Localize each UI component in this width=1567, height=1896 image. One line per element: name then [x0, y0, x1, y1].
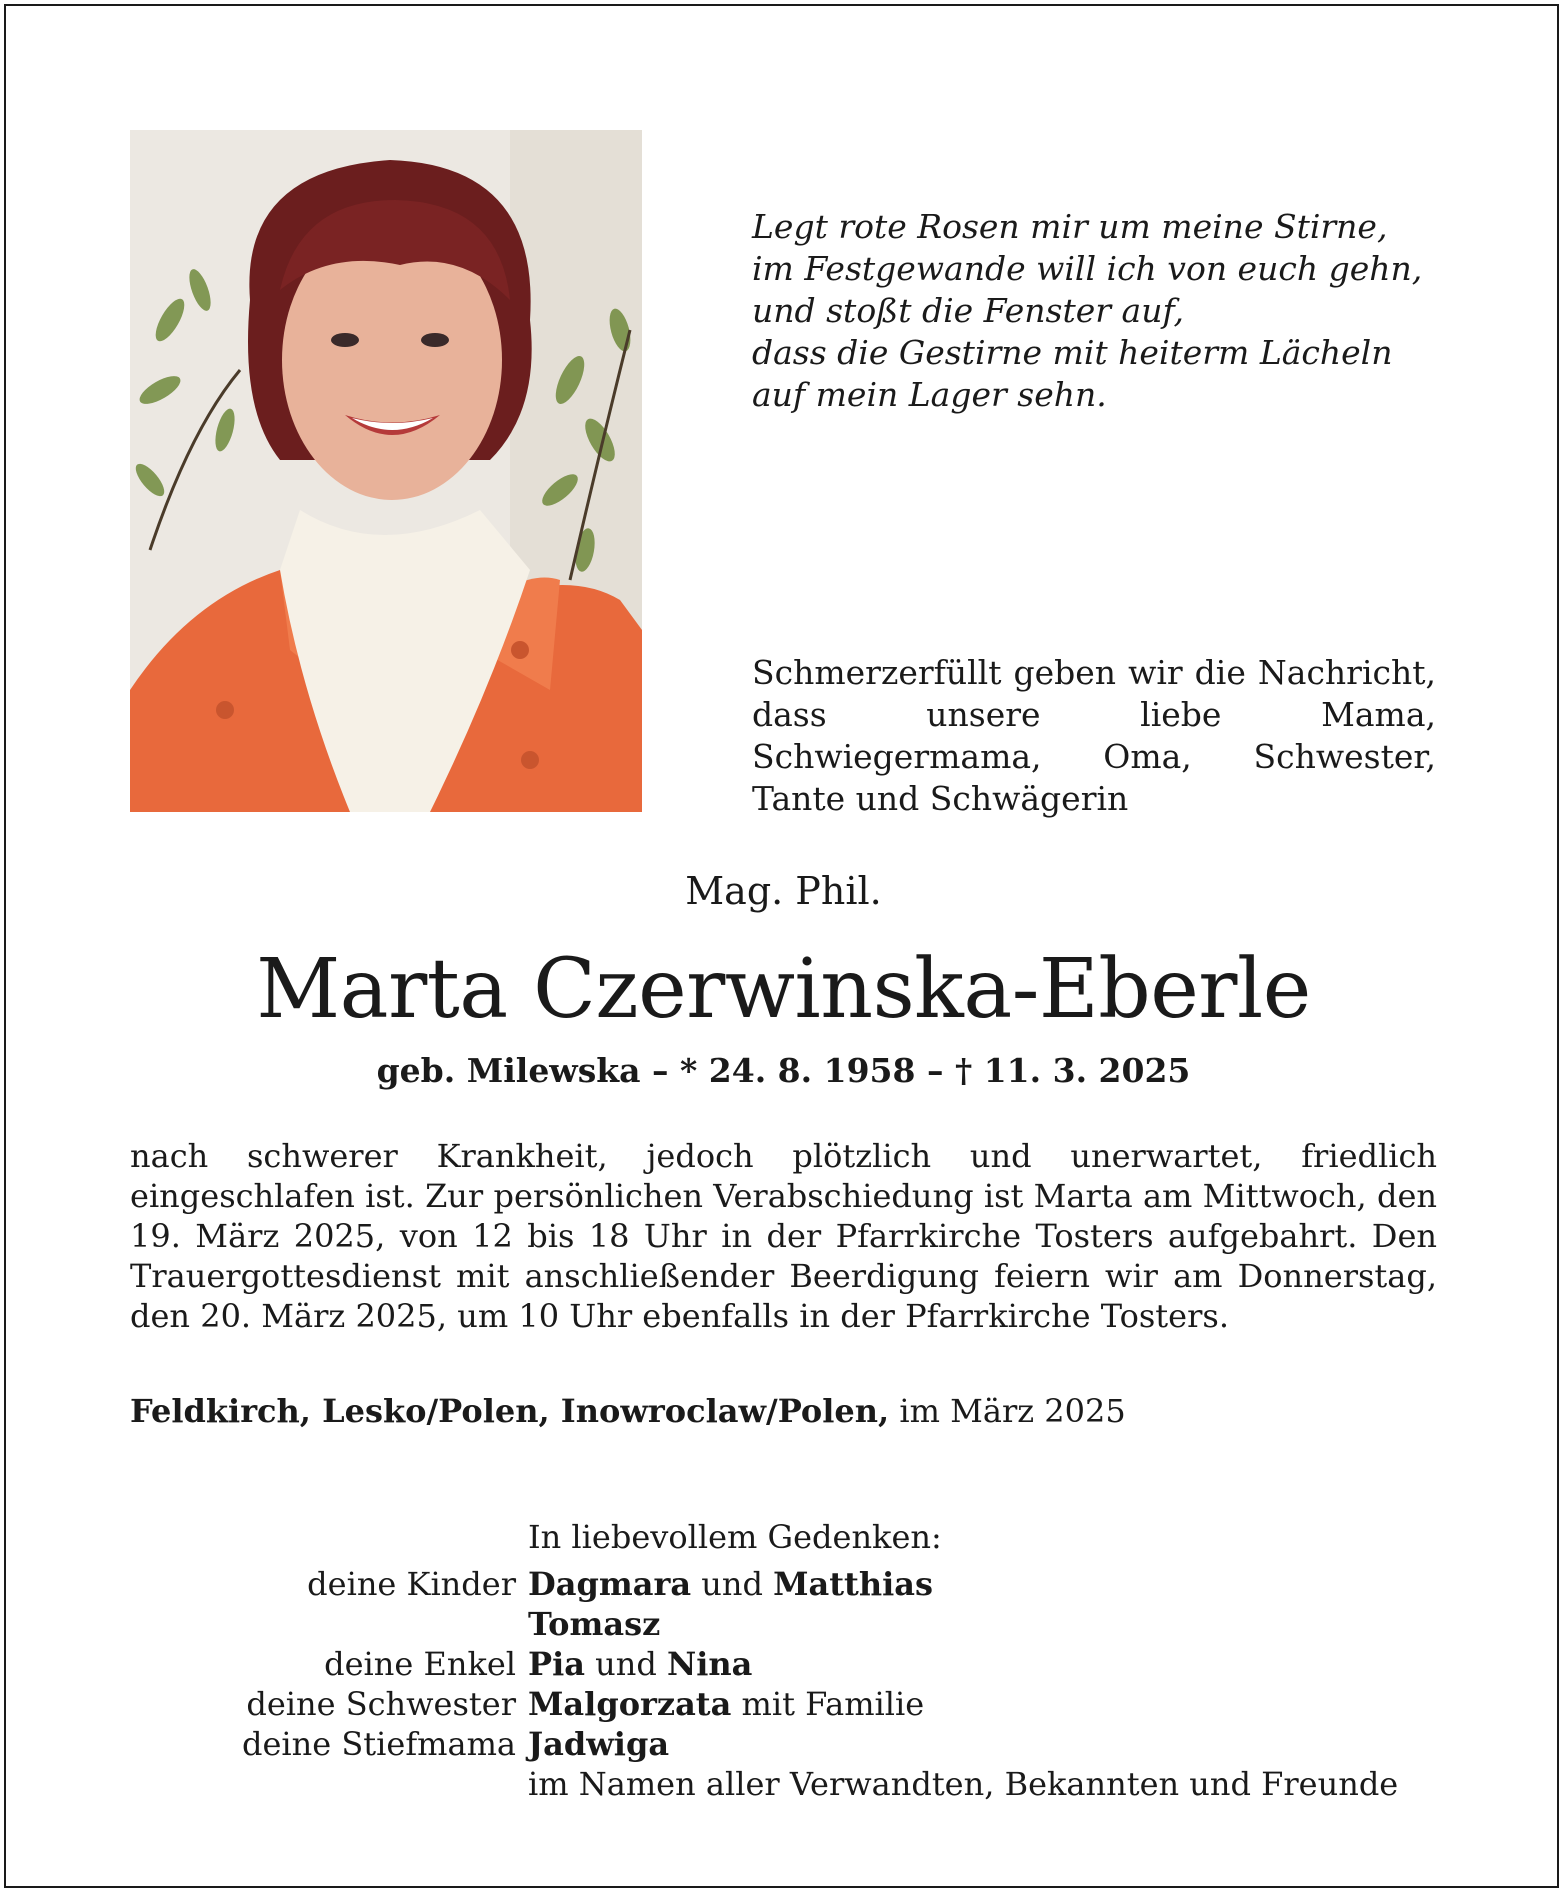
family-name: Nina [667, 1645, 753, 1683]
poem-line: auf mein Lager sehn. [752, 375, 1107, 414]
family-role: deine Kinder [307, 1565, 516, 1603]
life-dates [0, 1048, 1567, 1094]
family-names [528, 1724, 669, 1764]
family-row-stepmother [130, 1724, 1460, 1764]
deceased-name: Marta Czerwinska-Eberle [256, 942, 1311, 1037]
portrait-photo-icon [130, 130, 642, 812]
family-names [528, 1564, 933, 1604]
family-row-closing [130, 1764, 1460, 1804]
family-role: deine Enkel [324, 1645, 516, 1683]
poem-line: dass die Gestirne mit heiterm Lächeln [752, 333, 1393, 372]
family-name: Malgorzata [528, 1685, 732, 1723]
poem-line: im Festgewande will ich von euch gehn, [752, 249, 1423, 288]
family-joiner: und [701, 1565, 763, 1603]
family-role-empty [130, 1764, 528, 1804]
family-row-sister [130, 1684, 1460, 1724]
places-date: im März 2025 [899, 1392, 1126, 1430]
portrait-photo [130, 130, 642, 812]
poem [752, 206, 1472, 416]
family-role: deine Stiefmama [241, 1725, 516, 1763]
family-row-children-2 [130, 1604, 1460, 1644]
announcement-intro: Schmerzerfüllt geben wir die Nachricht, dass unsere liebe Mama, Schwiegermama, Oma, Schwester, Tante und Schwägerin [752, 653, 1436, 818]
poem-line: und stoßt die Fenster auf, [752, 291, 1184, 330]
family-closing: im Namen aller Verwandten, Bekannten und Freunde [528, 1765, 1399, 1803]
family-row-grandchildren [130, 1644, 1460, 1684]
family-names [528, 1644, 752, 1684]
family-name: Tomasz [528, 1605, 661, 1643]
places-locations: Feldkirch, Lesko/Polen, Inowroclaw/Polen, [130, 1392, 890, 1430]
places-line [130, 1390, 1437, 1432]
family-list [130, 1564, 1460, 1804]
family-name: Matthias [773, 1565, 933, 1603]
death-date: – † 11. 3. 2025 [926, 1051, 1191, 1090]
family-suffix: mit Familie [741, 1685, 925, 1723]
family-role-empty [130, 1604, 528, 1644]
family-role: deine Schwester [246, 1685, 516, 1723]
poem-line: Legt rote Rosen mir um meine Stirne, [752, 207, 1388, 246]
family-names [528, 1604, 660, 1644]
family-joiner: und [595, 1645, 657, 1683]
family-names [528, 1684, 924, 1724]
birth-date: – * 24. 8. 1958 [652, 1051, 916, 1090]
family-row-children [130, 1564, 1460, 1604]
announcement-body: nach schwerer Krankheit, jedoch plötzlich und unerwartet, friedlich eingeschlafen ist. Zur persönlichen Verabschiedung ist Marta am Mittwoch, den 19. März 2025, von 12 bis 18 Uhr in der Pfarrkirche Tosters aufgebahrt. Den Trauergottesdienst mit anschließender Beerdigung feiern wir am Donnerstag, den 20. März 2025, um 10 Uhr ebenfalls in der Pfarrkirche Tosters. [130, 1137, 1437, 1335]
family-name: Dagmara [528, 1565, 692, 1603]
birth-name: geb. Milewska [376, 1051, 641, 1090]
academic-title: Mag. Phil. [685, 869, 882, 913]
memory-heading: In liebevollem Gedenken: [528, 1518, 942, 1556]
family-name: Pia [528, 1645, 585, 1683]
family-name: Jadwiga [528, 1725, 670, 1763]
